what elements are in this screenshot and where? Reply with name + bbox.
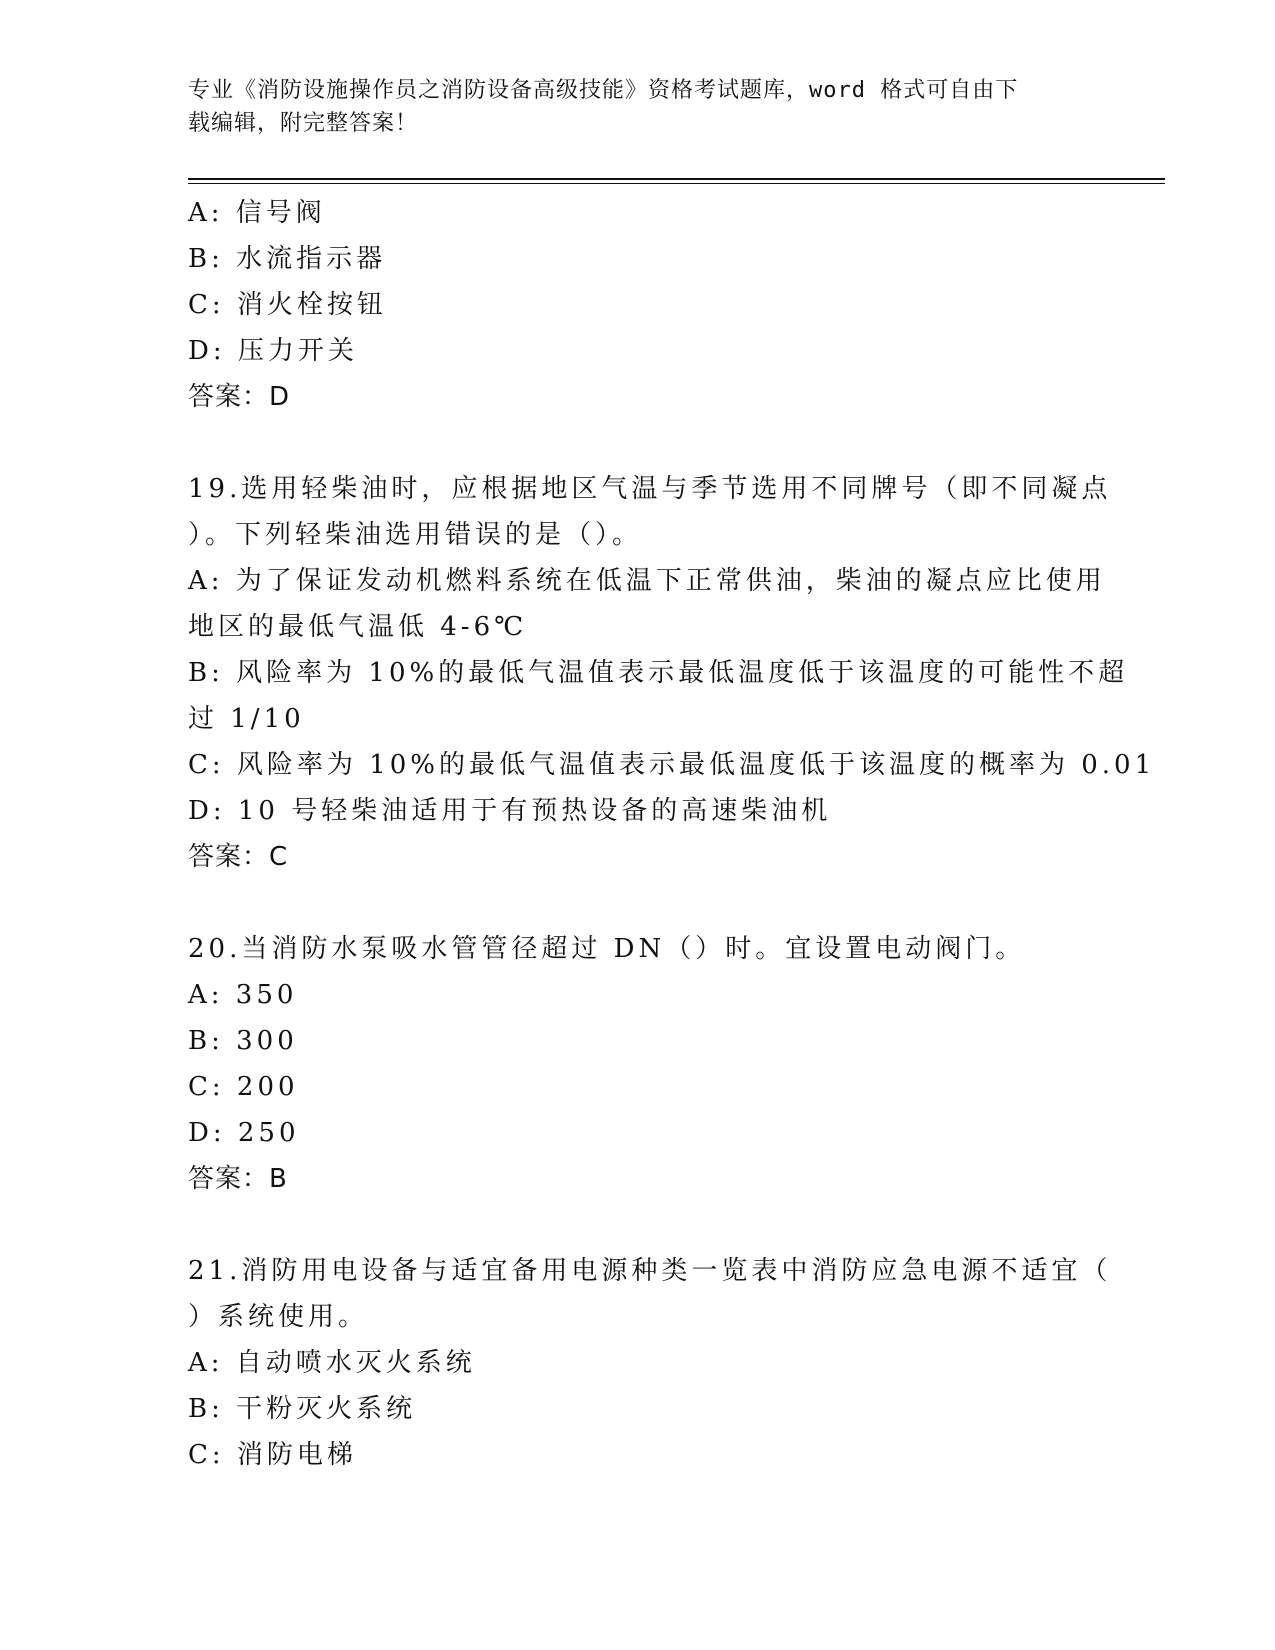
question-stem-continued: ）。下列轻柴油选用错误的是（）。 [188, 520, 643, 550]
option-a: A: 为了保证发动机燃料系统在低温下正常供油，柴油的凝点应比使用 [188, 566, 1106, 596]
option-c: C: 风险率为 10%的最低气温值表示最低温度低于该温度的概率为 0.01 [188, 750, 1156, 780]
option-d: D: 压力开关 [188, 336, 358, 366]
option-a: A: 信号阀 [188, 198, 326, 228]
header-divider-thin [188, 183, 1165, 184]
question-stem: 21.消防用电设备与适宜备用电源种类一览表中消防应急电源不适宜（ [188, 1256, 1112, 1286]
option-b: B: 干粉灭火系统 [188, 1394, 417, 1424]
question-spacer [188, 880, 1088, 926]
option-c: C: 200 [188, 1072, 299, 1102]
document-header [188, 74, 1088, 140]
header-divider-thick [188, 178, 1165, 180]
question-spacer [188, 1202, 1088, 1248]
question-19 [188, 466, 1156, 880]
option-a: A: 350 [188, 980, 298, 1010]
option-a-continued: 地区的最低气温低 4-6℃ [188, 612, 528, 642]
option-c: C: 消防电梯 [188, 1440, 357, 1470]
question-stem: 20.当消防水泵吸水管管径超过 DN（）时。宜设置电动阀门。 [188, 934, 1026, 964]
option-b-continued: 过 1/10 [188, 704, 305, 734]
question-spacer [188, 420, 1088, 466]
answer-line: 答案：C [188, 842, 289, 872]
question-21 [188, 1248, 1112, 1478]
answer-line: 答案：B [188, 1164, 288, 1194]
option-a: A: 自动喷水灭火系统 [188, 1348, 476, 1378]
question-20 [188, 926, 1088, 1202]
option-d: D: 250 [188, 1118, 300, 1148]
question-stem-continued: ）系统使用。 [188, 1302, 369, 1332]
option-b: B: 300 [188, 1026, 298, 1056]
option-b: B: 水流指示器 [188, 244, 387, 274]
header-line-1: 专业《消防设施操作员之消防设备高级技能》资格考试题库，word 格式可自由下 [188, 78, 1019, 103]
option-b: B: 风险率为 10%的最低气温值表示最低温度低于该温度的可能性不超 [188, 658, 1129, 688]
question-content [188, 190, 1156, 1478]
option-d: D: 10 号轻柴油适用于有预热设备的高速柴油机 [188, 796, 832, 826]
question-18-tail [188, 190, 1088, 420]
answer-line: 答案：D [188, 382, 291, 412]
question-stem: 19.选用轻柴油时，应根据地区气温与季节选用不同牌号（即不同凝点 [188, 474, 1112, 504]
header-line-2: 载编辑，附完整答案！ [188, 111, 419, 136]
option-c: C: 消火栓按钮 [188, 290, 387, 320]
